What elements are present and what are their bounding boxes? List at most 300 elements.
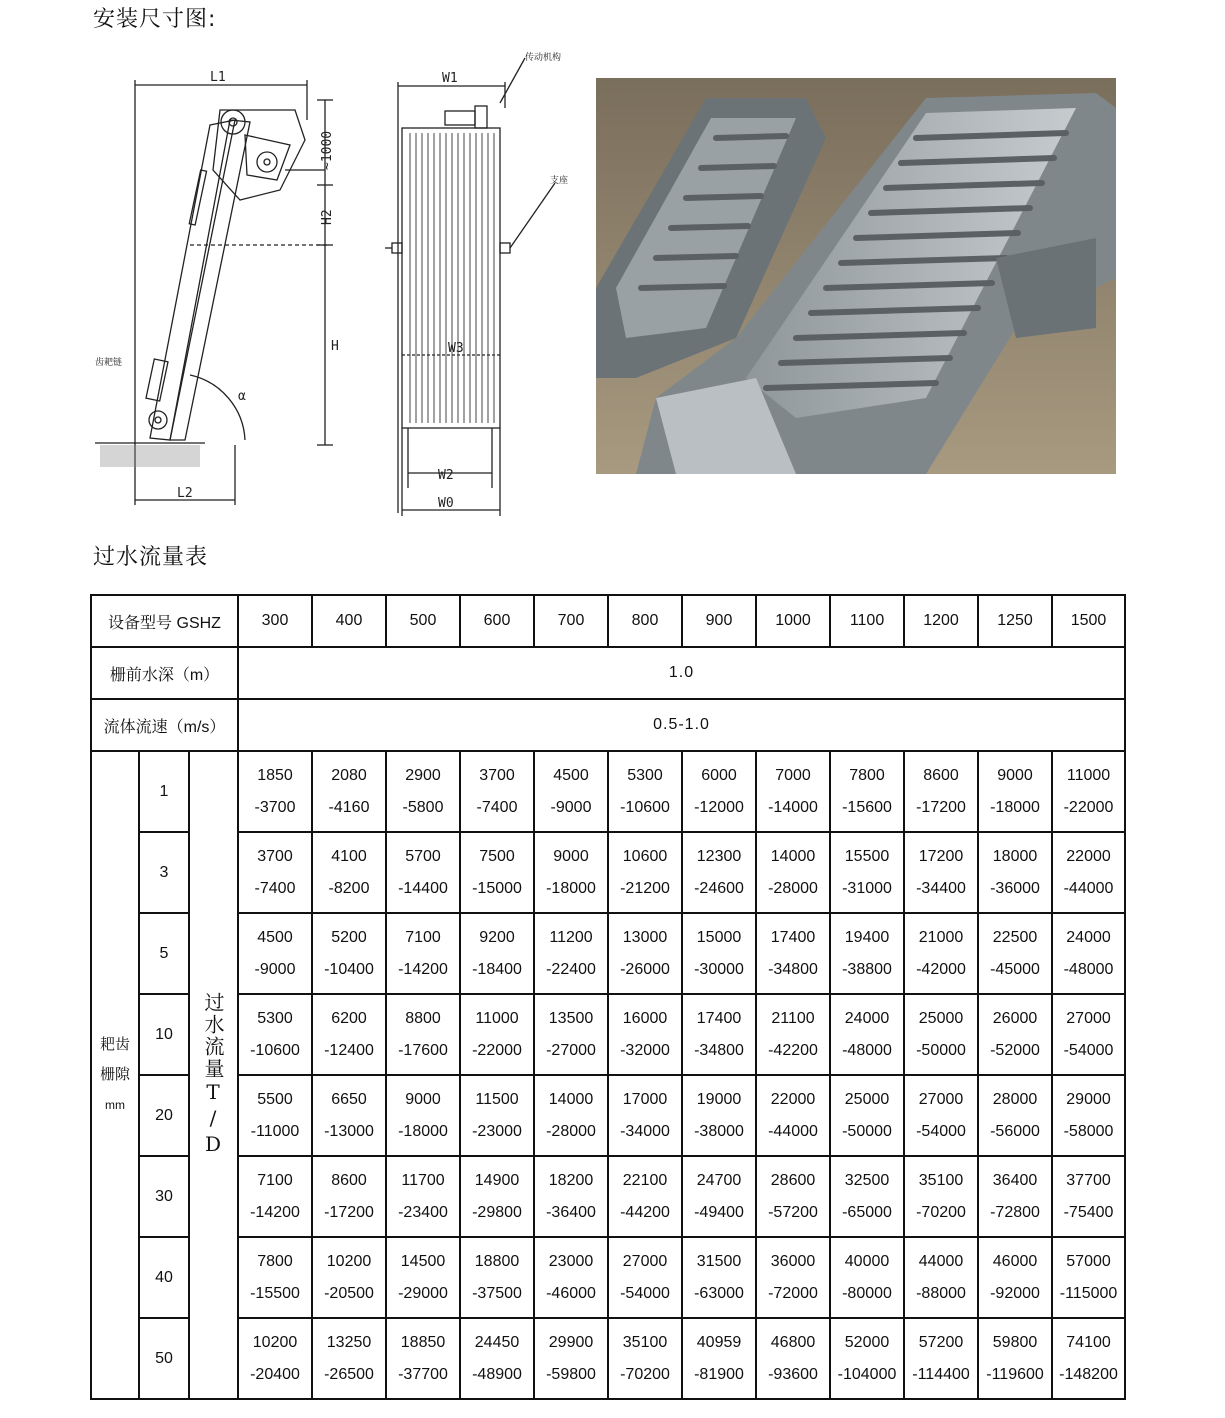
flow-value-cell (682, 1156, 756, 1237)
flow-min: 5500 (257, 1090, 293, 1108)
flow-table (90, 594, 1126, 1400)
flow-value-cell (460, 751, 534, 832)
flow-min: 32500 (844, 1171, 890, 1189)
flow-min: 11200 (549, 928, 593, 946)
flow-min: 28600 (770, 1171, 816, 1189)
flow-max: -26000 (620, 960, 670, 978)
flow-value-cell (830, 1237, 904, 1318)
flow-value-cell (386, 913, 460, 994)
flow-max: -22000 (472, 1041, 522, 1059)
model-cell: 1100 (830, 595, 904, 647)
flow-max: -15600 (842, 798, 892, 816)
flow-min: 11000 (1066, 766, 1111, 784)
flow-min: 9000 (553, 847, 589, 865)
flow-min: 44000 (918, 1252, 964, 1270)
flow-min: 6650 (331, 1090, 367, 1108)
flow-min: 27000 (1066, 1009, 1111, 1027)
flow-value-cell (978, 832, 1052, 913)
flow-value-cell (830, 1156, 904, 1237)
flow-min: 21100 (771, 1009, 815, 1027)
flow-value-cell (904, 1318, 978, 1399)
flow-min: 5700 (405, 847, 441, 865)
flow-min: 29900 (548, 1333, 594, 1351)
flow-min: 13500 (548, 1009, 594, 1027)
dim-1000: ~1000 (320, 130, 335, 170)
flow-value-cell (756, 832, 830, 913)
flow-max: -57200 (768, 1203, 818, 1221)
model-cell: 300 (238, 595, 312, 647)
flow-max: -50000 (916, 1041, 966, 1059)
flow-max: -44000 (768, 1122, 818, 1140)
model-label: 设备型号 GSHZ (91, 595, 238, 647)
front-view-drawing (380, 48, 580, 518)
flow-max: -12400 (324, 1041, 374, 1059)
flow-value-cell (312, 751, 386, 832)
flow-value-cell (238, 1318, 312, 1399)
flow-max: -45000 (990, 960, 1040, 978)
flow-max: -54000 (620, 1284, 670, 1302)
flow-min: 23000 (548, 1252, 594, 1270)
flow-min: 7800 (257, 1252, 293, 1270)
flow-value-cell (830, 751, 904, 832)
flow-min: 1850 (257, 766, 293, 784)
flow-value-cell (386, 751, 460, 832)
flow-min: 36400 (992, 1171, 1038, 1189)
flow-min: 16000 (622, 1009, 668, 1027)
flow-value-cell (830, 1075, 904, 1156)
flow-max: -119600 (986, 1365, 1044, 1383)
flow-value-cell (312, 832, 386, 913)
flow-min: 18200 (548, 1171, 594, 1189)
flow-min: 11700 (401, 1171, 445, 1189)
flow-max: -72000 (768, 1284, 818, 1302)
flow-value-cell (682, 1318, 756, 1399)
dim-W0: W0 (438, 496, 454, 511)
flow-min: 9000 (405, 1090, 441, 1108)
flow-value-cell (978, 994, 1052, 1075)
flow-max: -9000 (550, 798, 592, 816)
gap-value: 30 (139, 1156, 189, 1237)
flow-value-cell (756, 994, 830, 1075)
flow-min: 13000 (622, 928, 668, 946)
flow-max: -49400 (694, 1203, 744, 1221)
flow-value-cell (756, 913, 830, 994)
flow-min: 8600 (923, 766, 959, 784)
flow-max: -24600 (694, 879, 744, 897)
flow-min: 2080 (331, 766, 367, 784)
flow-value-cell (682, 994, 756, 1075)
flow-max: -36400 (546, 1203, 596, 1221)
flow-value-cell (312, 1318, 386, 1399)
flow-min: 17200 (918, 847, 964, 865)
flow-max: -18000 (398, 1122, 448, 1140)
flow-max: -7400 (476, 798, 518, 816)
flow-max: -17600 (398, 1041, 448, 1059)
flow-value-cell (460, 913, 534, 994)
flow-max: -80000 (842, 1284, 892, 1302)
flow-max: -26500 (324, 1365, 374, 1383)
flow-min: 15000 (696, 928, 742, 946)
flow-max: -34000 (620, 1122, 670, 1140)
flow-value-cell (460, 994, 534, 1075)
flow-min: 5200 (331, 928, 367, 946)
flow-value-cell (608, 1156, 682, 1237)
flow-value-cell (608, 1318, 682, 1399)
flow-value-cell (386, 832, 460, 913)
flow-value-cell (386, 994, 460, 1075)
flow-max: -48900 (472, 1365, 522, 1383)
flow-data-row (91, 1237, 1125, 1318)
flow-value-cell (830, 1318, 904, 1399)
flow-min: 19400 (844, 928, 890, 946)
flow-max: -14200 (250, 1203, 300, 1221)
flow-max: -20500 (324, 1284, 374, 1302)
flow-max: -17200 (916, 798, 966, 816)
flow-data-row (91, 1075, 1125, 1156)
flow-value-cell (978, 1075, 1052, 1156)
flow-max: -20400 (250, 1365, 300, 1383)
model-cell: 600 (460, 595, 534, 647)
flow-min: 29000 (1066, 1090, 1111, 1108)
flow-max: -54000 (916, 1122, 966, 1140)
speed-label: 流体流速（m/s） (91, 699, 238, 751)
flow-value-cell (238, 751, 312, 832)
flow-max: -5800 (402, 798, 444, 816)
flow-min: 40000 (844, 1252, 890, 1270)
model-cell: 400 (312, 595, 386, 647)
flow-max: -52000 (990, 1041, 1040, 1059)
flow-max: -65000 (842, 1203, 892, 1221)
flow-value-cell (830, 913, 904, 994)
flow-max: -70200 (916, 1203, 966, 1221)
flow-max: -36000 (990, 879, 1040, 897)
flow-value-cell (682, 832, 756, 913)
flow-min: 9200 (479, 928, 515, 946)
flow-value-cell (608, 1237, 682, 1318)
flow-value-cell (904, 832, 978, 913)
flow-max: -81900 (694, 1365, 744, 1383)
flow-value-cell (534, 1075, 608, 1156)
flow-max: -54000 (1063, 1041, 1114, 1059)
flow-min: 7100 (405, 928, 441, 946)
flow-min: 14900 (474, 1171, 520, 1189)
flow-min: 7500 (479, 847, 515, 865)
flow-value-cell (312, 1075, 386, 1156)
flow-max: -28000 (546, 1122, 596, 1140)
flow-min: 5300 (257, 1009, 293, 1027)
flow-max: -14200 (398, 960, 448, 978)
flow-value-cell (460, 832, 534, 913)
flow-min: 31500 (696, 1252, 742, 1270)
flow-value-cell (312, 913, 386, 994)
depth-row (91, 647, 1125, 699)
gap-label-line1: 耙齿 (99, 1036, 130, 1053)
flow-value-cell (1052, 1237, 1125, 1318)
flow-min: 4500 (257, 928, 293, 946)
flow-max: -44000 (1063, 879, 1114, 897)
model-cell: 1500 (1052, 595, 1125, 647)
flow-section-title: 过水流量表 (93, 545, 209, 570)
flow-value-cell (904, 994, 978, 1075)
flow-min: 11500 (475, 1090, 519, 1108)
flow-max: -75400 (1063, 1203, 1114, 1221)
flow-max: -115000 (1059, 1284, 1118, 1302)
flow-min: 21000 (918, 928, 964, 946)
gap-unit: mm (105, 1098, 125, 1112)
flow-min: 6200 (331, 1009, 367, 1027)
flow-value-cell (1052, 751, 1125, 832)
flow-value-cell (756, 1075, 830, 1156)
flow-min: 18850 (400, 1333, 446, 1351)
flow-min: 57000 (1066, 1252, 1111, 1270)
flow-min: 46800 (770, 1333, 816, 1351)
model-cell: 1000 (756, 595, 830, 647)
flow-max: -32000 (620, 1041, 670, 1059)
flow-max: -34800 (768, 960, 818, 978)
dim-W1: W1 (442, 71, 458, 86)
flow-max: -31000 (842, 879, 892, 897)
gap-label-cell (91, 751, 139, 1399)
flow-value-cell (608, 1075, 682, 1156)
flow-value-cell (756, 1156, 830, 1237)
dim-L2: L2 (177, 486, 193, 501)
flow-min: 8600 (331, 1171, 367, 1189)
flow-max: -15000 (472, 879, 522, 897)
flow-max: -93600 (768, 1365, 818, 1383)
flow-value-cell (1052, 1075, 1125, 1156)
flow-data-row (91, 1156, 1125, 1237)
flow-min: 22000 (770, 1090, 816, 1108)
gap-value: 20 (139, 1075, 189, 1156)
flow-min: 37700 (1066, 1171, 1111, 1189)
flow-max: -29000 (398, 1284, 448, 1302)
flow-value-cell (904, 913, 978, 994)
flow-min: 57200 (918, 1333, 964, 1351)
gap-value: 1 (139, 751, 189, 832)
flow-value-cell (682, 751, 756, 832)
flow-max: -92000 (990, 1284, 1040, 1302)
flow-value-cell (1052, 1318, 1125, 1399)
flow-min: 24450 (474, 1333, 520, 1351)
flow-min: 28000 (992, 1090, 1038, 1108)
flow-label: 过水流量T/D (201, 992, 225, 1158)
flow-max: -13000 (324, 1122, 374, 1140)
flow-max: -30000 (694, 960, 744, 978)
flow-min: 3700 (479, 766, 515, 784)
flow-max: -37500 (472, 1284, 522, 1302)
flow-value-cell (238, 994, 312, 1075)
flow-min: 35100 (918, 1171, 964, 1189)
flow-min: 12300 (696, 847, 742, 865)
flow-max: -10600 (620, 798, 670, 816)
flow-max: -14000 (768, 798, 818, 816)
flow-max: -34800 (694, 1041, 744, 1059)
flow-max: -22400 (546, 960, 596, 978)
depth-value: 1.0 (238, 647, 1125, 699)
flow-value-cell (534, 1237, 608, 1318)
flow-value-cell (608, 751, 682, 832)
gap-value: 3 (139, 832, 189, 913)
flow-max: -17200 (324, 1203, 374, 1221)
flow-value-cell (238, 1075, 312, 1156)
flow-min: 14000 (548, 1090, 594, 1108)
flow-min: 11000 (475, 1009, 519, 1027)
flow-max: -72800 (990, 1203, 1040, 1221)
side-view-drawing (95, 60, 355, 520)
flow-value-cell (534, 832, 608, 913)
flow-max: -10400 (324, 960, 374, 978)
flow-value-cell (534, 1156, 608, 1237)
flow-value-cell (978, 751, 1052, 832)
flow-min: 24000 (1066, 928, 1111, 946)
flow-max: -56000 (990, 1122, 1040, 1140)
flow-min: 15500 (844, 847, 890, 865)
depth-label: 栅前水深（m） (91, 647, 238, 699)
flow-min: 17000 (622, 1090, 668, 1108)
flow-min: 22100 (622, 1171, 668, 1189)
flow-value-cell (904, 1237, 978, 1318)
flow-max: -59800 (546, 1365, 596, 1383)
flow-value-cell (682, 913, 756, 994)
flow-min: 24000 (844, 1009, 890, 1027)
flow-min: 14500 (400, 1252, 446, 1270)
flow-max: -46000 (546, 1284, 596, 1302)
flow-min: 18800 (474, 1252, 520, 1270)
flow-min: 10200 (326, 1252, 372, 1270)
flow-min: 7800 (849, 766, 885, 784)
flow-min: 4100 (331, 847, 367, 865)
flow-min: 10600 (622, 847, 668, 865)
flow-max: -34400 (916, 879, 966, 897)
flow-value-cell (608, 994, 682, 1075)
model-cell: 500 (386, 595, 460, 647)
angle-label: α (238, 389, 246, 404)
flow-value-cell (978, 1318, 1052, 1399)
flow-min: 25000 (844, 1090, 890, 1108)
flow-max: -42000 (916, 960, 966, 978)
flow-value-cell (534, 1318, 608, 1399)
flow-max: -8200 (328, 879, 370, 897)
flow-min: 18000 (992, 847, 1038, 865)
model-cell: 700 (534, 595, 608, 647)
flow-min: 46000 (992, 1252, 1038, 1270)
flow-min: 10200 (252, 1333, 298, 1351)
flow-min: 4500 (553, 766, 589, 784)
flow-max: -22000 (1063, 798, 1114, 816)
flow-max: -48000 (842, 1041, 892, 1059)
flow-max: -14400 (398, 879, 448, 897)
flow-value-cell (1052, 994, 1125, 1075)
flow-min: 13250 (326, 1333, 372, 1351)
flow-data-row (91, 832, 1125, 913)
flow-min: 9000 (997, 766, 1033, 784)
flow-value-cell (830, 832, 904, 913)
flow-min: 8800 (405, 1009, 441, 1027)
flow-min: 5300 (627, 766, 663, 784)
flow-value-cell (756, 1318, 830, 1399)
flow-max: -28000 (768, 879, 818, 897)
flow-max: -4160 (328, 798, 370, 816)
flow-max: -3700 (254, 798, 296, 816)
flow-min: 19000 (696, 1090, 742, 1108)
flow-min: 2900 (405, 766, 441, 784)
flow-value-cell (756, 751, 830, 832)
flow-max: -29800 (472, 1203, 522, 1221)
flow-label-cell (189, 751, 238, 1399)
flow-min: 17400 (696, 1009, 742, 1027)
flow-value-cell (386, 1237, 460, 1318)
dim-W3: W3 (448, 341, 464, 356)
flow-min: 59800 (992, 1333, 1038, 1351)
flow-max: -21200 (620, 879, 670, 897)
gap-value: 40 (139, 1237, 189, 1318)
flow-max: -88000 (916, 1284, 966, 1302)
flow-max: -38800 (842, 960, 892, 978)
flow-value-cell (238, 913, 312, 994)
product-photo (596, 78, 1116, 474)
flow-min: 40959 (696, 1333, 742, 1351)
speed-value: 0.5-1.0 (238, 699, 1125, 751)
flow-min: 24700 (696, 1171, 742, 1189)
model-cell: 1250 (978, 595, 1052, 647)
flow-max: -63000 (694, 1284, 744, 1302)
flow-max: -23400 (398, 1203, 448, 1221)
model-cell: 900 (682, 595, 756, 647)
flow-value-cell (904, 1075, 978, 1156)
gap-label-line2: 栅隙 (99, 1066, 130, 1083)
flow-max: -42200 (768, 1041, 818, 1059)
flow-data-row (91, 913, 1125, 994)
flow-max: -18000 (546, 879, 596, 897)
flow-min: 6000 (701, 766, 737, 784)
flow-data-row (91, 994, 1125, 1075)
flow-max: -11000 (250, 1122, 300, 1140)
flow-value-cell (386, 1156, 460, 1237)
flow-min: 3700 (257, 847, 293, 865)
flow-value-cell (312, 1237, 386, 1318)
flow-value-cell (904, 751, 978, 832)
flow-min: 7100 (257, 1171, 293, 1189)
gap-value: 5 (139, 913, 189, 994)
flow-min: 14000 (770, 847, 816, 865)
flow-value-cell (830, 994, 904, 1075)
flow-value-cell (386, 1318, 460, 1399)
flow-value-cell (238, 832, 312, 913)
flow-value-cell (978, 1237, 1052, 1318)
flow-value-cell (1052, 1156, 1125, 1237)
flow-max: -44200 (620, 1203, 670, 1221)
flow-max: -38000 (694, 1122, 744, 1140)
flow-max: -58000 (1063, 1122, 1114, 1140)
flow-max: -104000 (837, 1365, 897, 1383)
chain-label: 齿耙链 (95, 358, 123, 368)
flow-value-cell (682, 1237, 756, 1318)
flow-max: -18400 (472, 960, 522, 978)
model-row (91, 595, 1125, 647)
flow-value-cell (1052, 832, 1125, 913)
install-section-title: 安装尺寸图: (93, 7, 217, 32)
drive-label: 传动机构 (525, 53, 562, 63)
flow-max: -114400 (912, 1365, 970, 1383)
flow-max: -27000 (546, 1041, 596, 1059)
flow-value-cell (978, 1156, 1052, 1237)
flow-max: -23000 (472, 1122, 522, 1140)
flow-max: -18000 (990, 798, 1040, 816)
flow-max: -148200 (1059, 1365, 1118, 1383)
dim-H2: H2 (320, 209, 335, 225)
flow-value-cell (978, 913, 1052, 994)
flow-max: -10600 (250, 1041, 300, 1059)
